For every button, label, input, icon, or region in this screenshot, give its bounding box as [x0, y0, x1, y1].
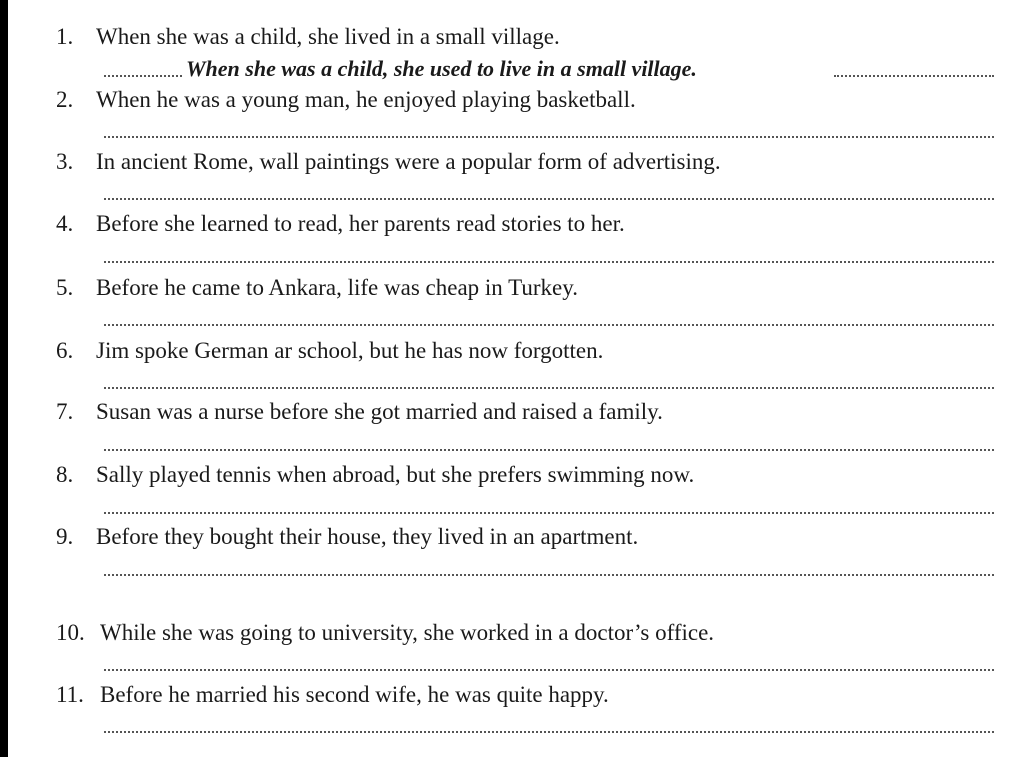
exercise-item-10: [0, 618, 1024, 648]
item-sentence: When he was a young man, he enjoyed playing basketball.: [96, 87, 636, 112]
item-number: 7.: [56, 399, 74, 424]
answer-line-9[interactable]: [104, 574, 994, 576]
answer-line-5[interactable]: [104, 324, 994, 326]
exercise-item-8: [0, 460, 1024, 490]
item-number: 9.: [56, 524, 74, 549]
exercise-item-1: [0, 22, 1024, 52]
answer-line-6[interactable]: [104, 387, 994, 389]
item-sentence: Jim spoke German ar school, but he has now forgotten.: [96, 338, 604, 363]
item-number: 2.: [56, 87, 74, 112]
item-number: 6.: [56, 338, 74, 363]
exercise-item-7: [0, 397, 1024, 427]
item-number: 11.: [56, 682, 84, 707]
answer-line-11[interactable]: [104, 731, 994, 733]
exercise-item-5: [0, 273, 1024, 303]
answer-line-8[interactable]: [104, 512, 994, 514]
answer-line-4[interactable]: [104, 261, 994, 263]
answer-tail-dots: [834, 75, 994, 77]
exercise-item-3: [0, 147, 1024, 177]
item-number: 3.: [56, 149, 74, 174]
exercise-item-6: [0, 336, 1024, 366]
item-sentence: While she was going to university, she worked in a doctor’s office.: [100, 620, 715, 645]
answer-lead-dots: [104, 75, 182, 77]
answer-line-3[interactable]: [104, 198, 994, 200]
exercise-item-11: [0, 680, 1024, 710]
item-sentence: In ancient Rome, wall paintings were a popular form of advertising.: [96, 149, 721, 174]
exercise-item-9: [0, 522, 1024, 552]
answer-line-10[interactable]: [104, 669, 994, 671]
item-sentence: Before they bought their house, they lived in an apartment.: [96, 524, 639, 549]
item-number: 10.: [56, 620, 85, 645]
answer-line-2[interactable]: [104, 136, 994, 138]
item-sentence: Before he married his second wife, he was quite happy.: [100, 682, 609, 707]
item-sentence: Before she learned to read, her parents read stories to her.: [96, 211, 625, 236]
item-number: 1.: [56, 24, 74, 49]
item-sentence: Sally played tennis when abroad, but she prefers swimming now.: [96, 462, 695, 487]
item-sentence: Susan was a nurse before she got married and raised a family.: [96, 399, 663, 424]
exercise-item-4: [0, 209, 1024, 239]
answer-line-7[interactable]: [104, 449, 994, 451]
item-sentence: Before he came to Ankara, life was cheap in Turkey.: [96, 275, 578, 300]
item-number: 4.: [56, 211, 74, 236]
item-number: 5.: [56, 275, 74, 300]
item-number: 8.: [56, 462, 74, 487]
item-sentence: When she was a child, she lived in a small village.: [96, 24, 560, 49]
exercise-item-2: [0, 85, 1024, 115]
answer-text-1[interactable]: When she was a child, she used to live in a small village.: [186, 56, 697, 81]
